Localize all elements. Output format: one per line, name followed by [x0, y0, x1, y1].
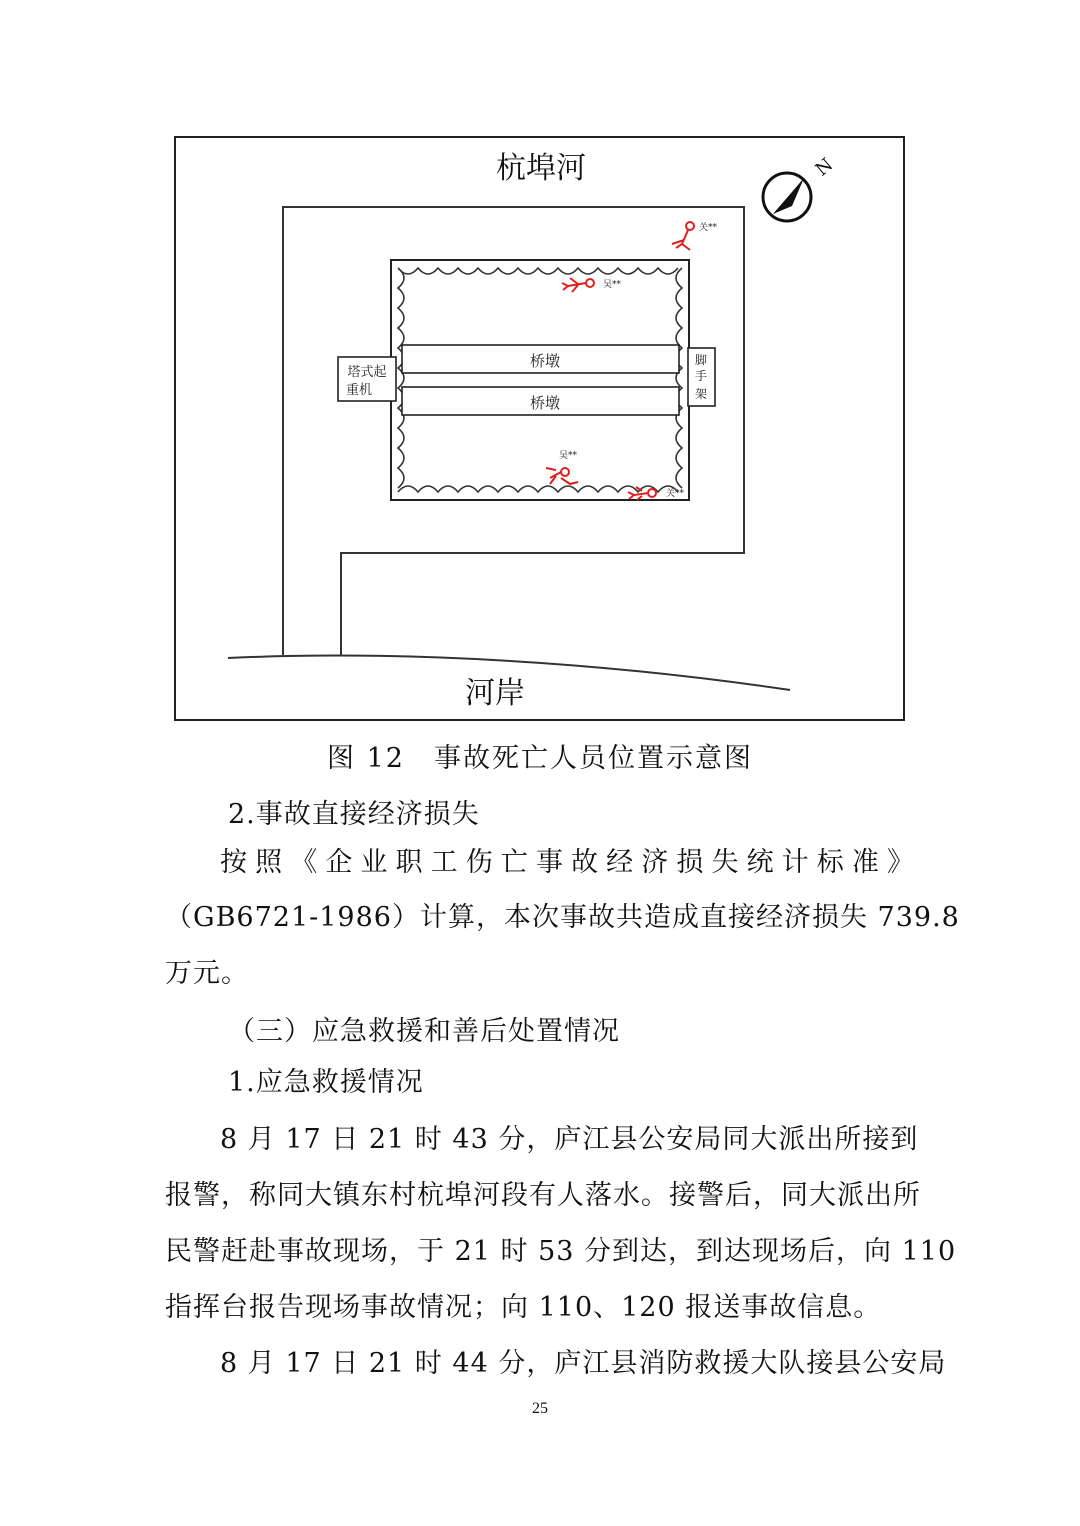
- page-number: 25: [532, 1400, 548, 1417]
- para-2-line-1: 8 月 17 日 21 时 44 分，庐江县消防救援大队接县公安局: [220, 1348, 947, 1379]
- section-2-line-2: （GB6721-1986）计算，本次事故共造成直接经济损失 739.8: [165, 902, 960, 933]
- figure-caption: 图 12 事故死亡人员位置示意图: [327, 743, 753, 774]
- scaffold-label-2: 手: [694, 369, 708, 383]
- para-1-line-2: 报警，称同大镇东村杭埠河段有人落水。接警后，同大派出所: [165, 1180, 921, 1211]
- section-3-heading: （三）应急救援和善后处置情况: [228, 1016, 620, 1047]
- bank-label: 河岸: [465, 676, 525, 711]
- scaffold-label-1: 脚: [694, 353, 708, 367]
- tower-crane-label-1: 塔式起: [347, 365, 387, 380]
- accident-position-diagram: [0, 0, 1080, 730]
- section-3-1-heading: 1.应急救援情况: [228, 1067, 424, 1098]
- pier-2-label: 桥墩: [529, 394, 561, 412]
- para-1-line-4: 指挥台报告现场事故情况；向 110、120 报送事故信息。: [165, 1292, 882, 1323]
- section-2-heading: 2.事故直接经济损失: [228, 799, 480, 830]
- north-label: N: [811, 154, 838, 181]
- scaffold-label-3: 架: [694, 387, 708, 401]
- victim-tag-3: 吴**: [559, 451, 578, 461]
- victim-tag-1: 关**: [699, 223, 718, 233]
- victim-tag-2: 吴**: [603, 280, 622, 290]
- para-1-line-3: 民警赶赴事故现场，于 21 时 53 分到达，到达现场后，向 110: [165, 1236, 957, 1267]
- diagram-frame: [175, 137, 904, 720]
- pier-1-label: 桥墩: [529, 352, 561, 370]
- river-label: 杭埠河: [496, 151, 586, 186]
- victim-tag-4: 关**: [666, 489, 685, 499]
- tower-crane-label-2: 重机: [345, 383, 373, 398]
- section-2-line-1: 按照《企业职工伤亡事故经济损失统计标准》: [220, 847, 915, 878]
- para-1-line-1: 8 月 17 日 21 时 43 分，庐江县公安局同大派出所接到: [220, 1124, 919, 1155]
- section-2-line-3: 万元。: [165, 958, 249, 989]
